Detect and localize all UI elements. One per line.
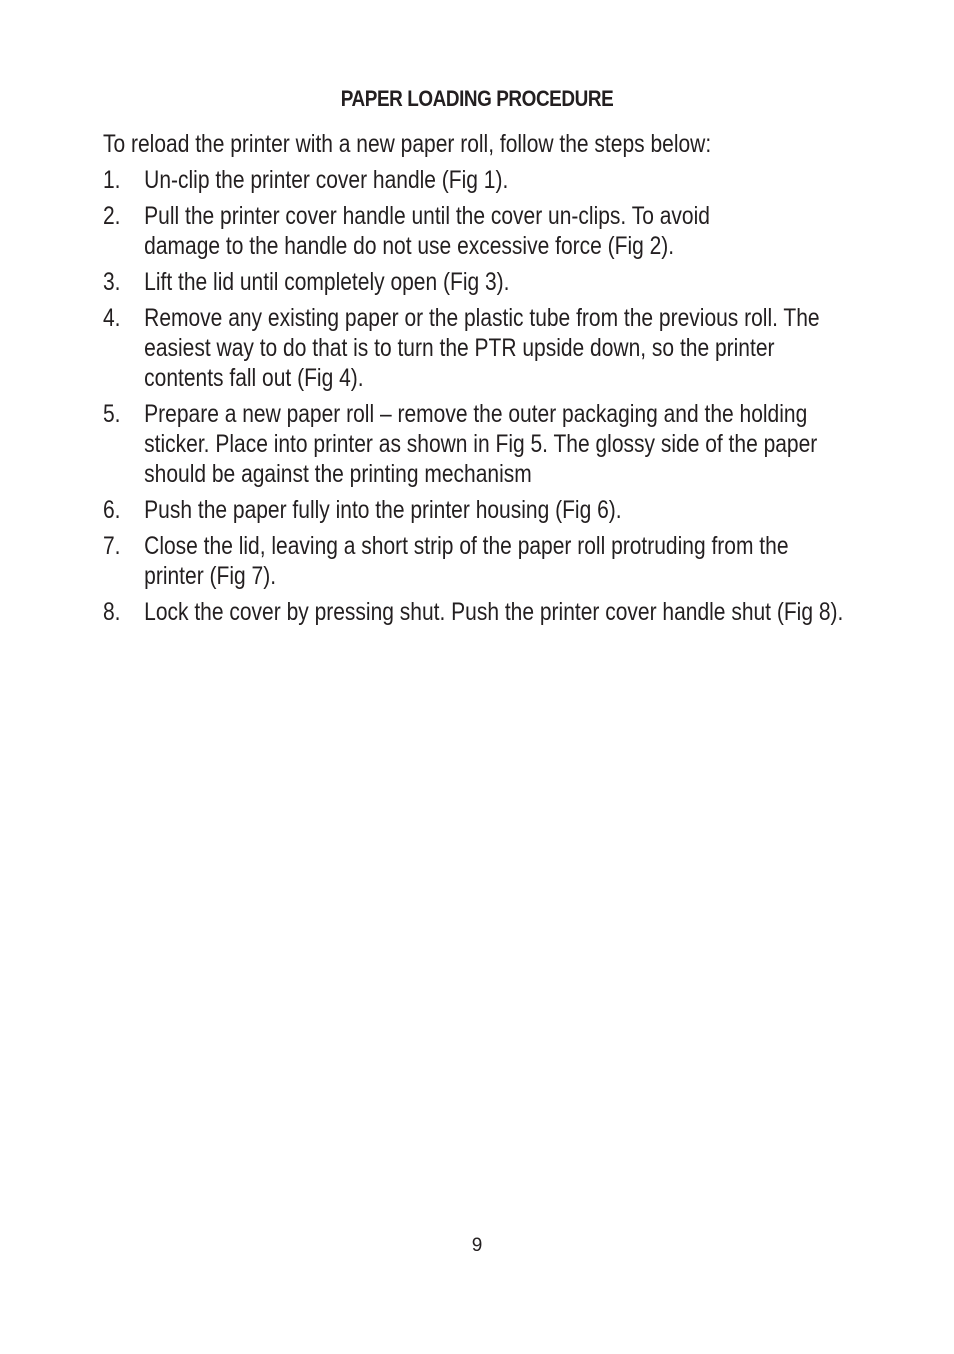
step-text: Push the paper fully into the printer housing (Fig 6). bbox=[144, 496, 622, 524]
step-number: 1. bbox=[103, 166, 121, 194]
list-item-step-3 bbox=[103, 267, 732, 297]
steps-list bbox=[103, 165, 844, 627]
list-item-step-5 bbox=[103, 399, 854, 489]
step-text: Un-clip the printer cover handle (Fig 1). bbox=[144, 166, 509, 194]
step-number: 8. bbox=[103, 598, 121, 626]
step-number: 5. bbox=[103, 400, 121, 428]
step-text: Prepare a new paper roll – remove the outer packaging and the holding sticker. Place into printer as shown in Fig 5. The glossy side of the paper should be against the printing mechanism bbox=[144, 400, 818, 488]
step-number: 3. bbox=[103, 268, 121, 296]
page-number: 9 bbox=[471, 1235, 483, 1256]
step-number: 4. bbox=[103, 304, 121, 332]
step-text: Lock the cover by pressing shut. Push the printer cover handle shut (Fig 8). bbox=[144, 598, 844, 626]
step-text: Remove any existing paper or the plastic tube from the previous roll. The easiest way to do that is to turn the PTR upside down, so the printer contents fall out (Fig 4). bbox=[144, 304, 820, 392]
step-number: 2. bbox=[103, 202, 121, 230]
step-text: Lift the lid until completely open (Fig 3). bbox=[144, 268, 510, 296]
intro-paragraph: To reload the printer with a new paper roll, follow the steps below: bbox=[103, 130, 712, 158]
list-item-step-4 bbox=[103, 303, 854, 393]
step-text: Close the lid, leaving a short strip of the paper roll protruding from the printer (Fig 7). bbox=[144, 532, 789, 590]
step-number: 6. bbox=[103, 496, 121, 524]
instructions-body bbox=[103, 129, 844, 633]
step-number: 7. bbox=[103, 532, 121, 560]
list-item-step-8 bbox=[103, 597, 934, 627]
list-item-step-7 bbox=[103, 531, 833, 591]
page-title: PAPER LOADING PROCEDURE bbox=[340, 86, 614, 111]
step-text: Pull the printer cover handle until the cover un-clips. To avoid damage to the handle do not use excessive force (Fig 2). bbox=[144, 202, 710, 260]
list-item-step-6 bbox=[103, 495, 854, 525]
list-item-step-2 bbox=[103, 201, 732, 261]
list-item-step-1 bbox=[103, 165, 732, 195]
